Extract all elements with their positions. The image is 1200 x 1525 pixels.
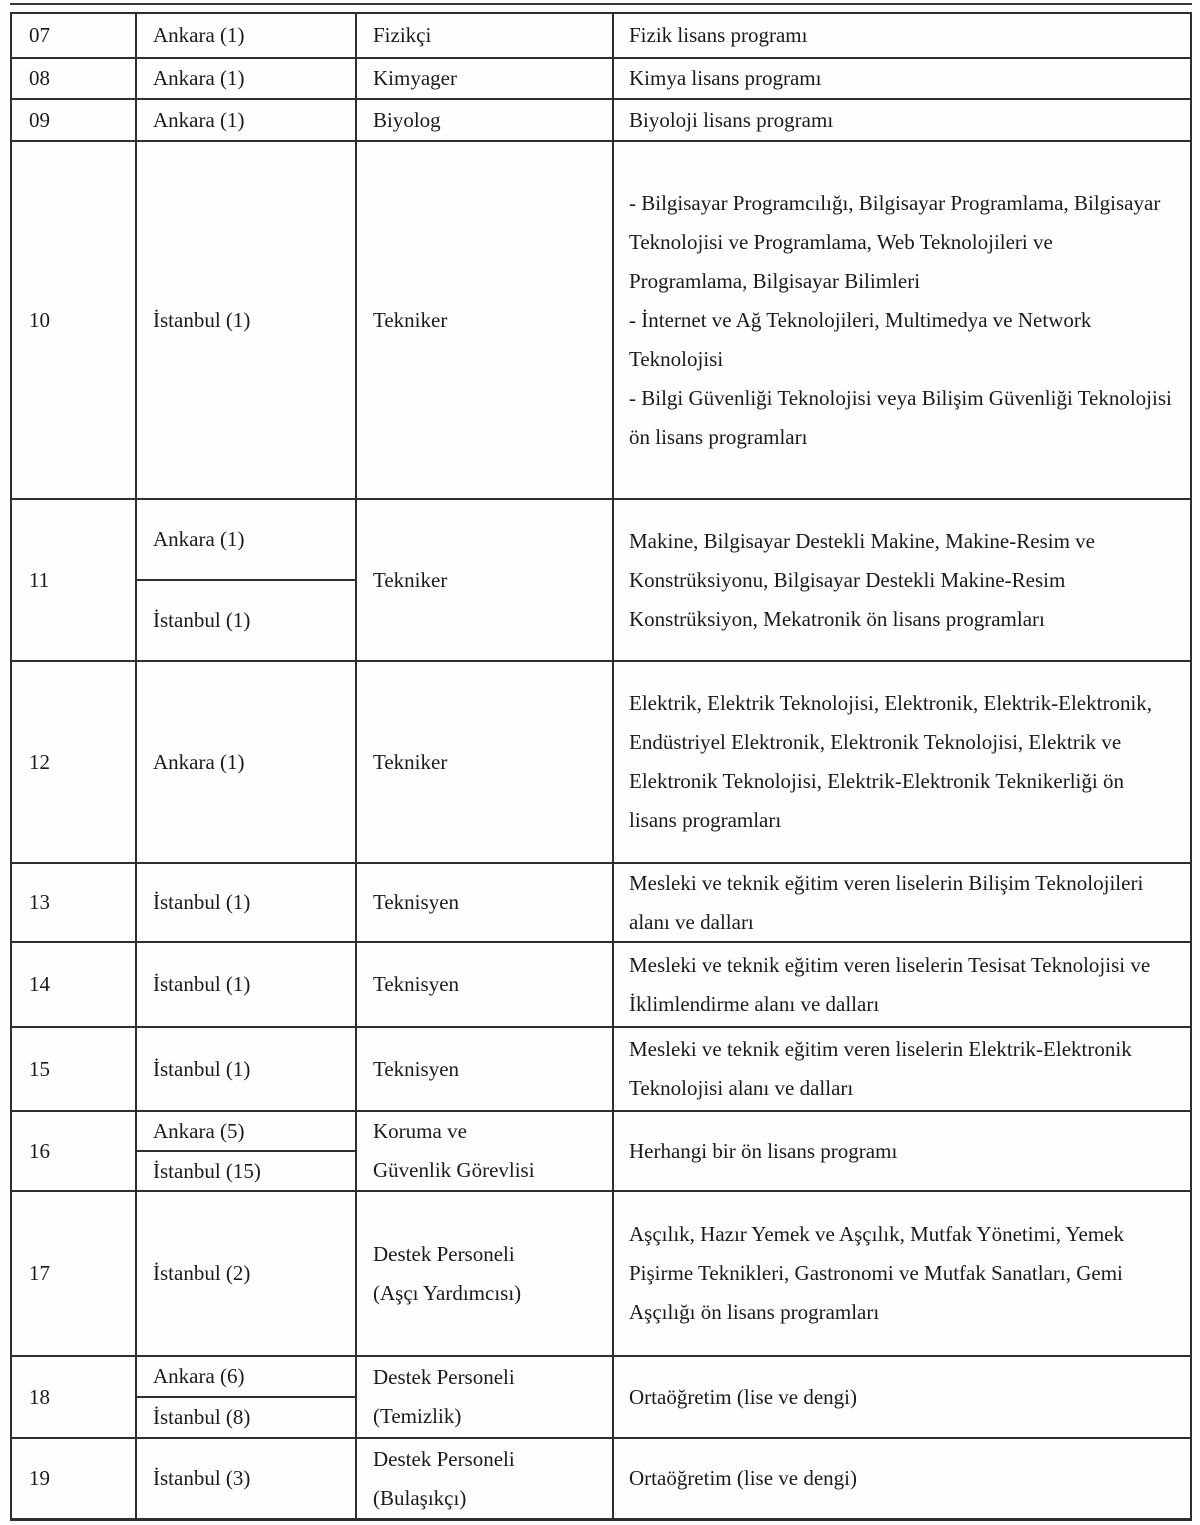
row-number-cell — [12, 100, 137, 140]
city-quota-subcell — [137, 1192, 355, 1355]
position-title-cell — [357, 1357, 614, 1437]
education-requirement-text: Ortaöğretim (lise ve dengi) — [629, 1466, 858, 1490]
table-row — [12, 943, 1190, 1028]
row-number: 18 — [29, 1384, 50, 1409]
row-number: 17 — [29, 1261, 50, 1285]
education-requirement-text: Ortaöğretim (lise ve dengi) — [629, 1384, 858, 1409]
position-title-cell — [357, 1112, 614, 1190]
education-requirement-cell — [614, 1439, 1190, 1518]
education-requirement-cell — [614, 100, 1190, 140]
education-requirement-text: Biyoloji lisans programı — [629, 107, 834, 132]
row-number-cell — [12, 1439, 137, 1518]
city-quota-cell — [137, 1357, 357, 1437]
city-quota-subcell — [137, 1439, 355, 1518]
city-quota-cell — [137, 1439, 357, 1518]
table-row — [12, 1028, 1190, 1112]
education-requirement-text: Mesleki ve teknik eğitim veren liselerin Bilişim Teknolojileri alanı ve dalları — [629, 870, 1144, 934]
table-row — [12, 1112, 1190, 1192]
position-title-cell — [357, 100, 614, 140]
city-quota: Ankara (1) — [153, 107, 245, 132]
city-quota: İstanbul (15) — [153, 1158, 261, 1183]
row-number: 16 — [29, 1138, 50, 1163]
city-quota-subcell — [137, 1357, 355, 1398]
city-quota-cell — [137, 1112, 357, 1190]
city-quota: İstanbul (1) — [153, 307, 251, 332]
position-title-cell — [357, 1192, 614, 1355]
education-requirement-cell — [614, 662, 1190, 862]
position-title-cell — [357, 943, 614, 1026]
city-quota-subcell — [137, 100, 355, 140]
city-quota-subcell — [137, 59, 355, 98]
row-number-cell — [12, 500, 137, 660]
position-title-line: Koruma ve — [373, 1119, 467, 1143]
row-number-cell — [12, 142, 137, 498]
education-requirement-cell — [614, 142, 1190, 498]
row-number-cell — [12, 943, 137, 1026]
city-quota: İstanbul (1) — [153, 972, 251, 996]
education-requirement-text: Fizik lisans programı — [629, 23, 808, 47]
education-requirement-text: Aşçılık, Hazır Yemek ve Aşçılık, Mutfak Yönetimi, Yemek Pişirme Teknikleri, Gastronomi ve Mutfak Sanatları, Gemi Aşçılığı ön lisans programları — [629, 1222, 1125, 1324]
row-number: 11 — [29, 567, 50, 592]
table-row — [12, 14, 1190, 59]
city-quota-cell — [137, 59, 357, 98]
education-requirement-cell — [614, 1112, 1190, 1190]
previous-row-cut-edge — [10, 3, 1192, 5]
city-quota-cell — [137, 864, 357, 941]
city-quota: Ankara (5) — [153, 1118, 245, 1143]
city-quota-cell — [137, 14, 357, 57]
table-row — [12, 1357, 1190, 1439]
city-quota-subcell — [137, 1398, 355, 1437]
education-requirement-cell — [614, 1357, 1190, 1437]
city-quota: İstanbul (1) — [153, 608, 251, 632]
position-title-line: (Bulaşıkçı) — [373, 1485, 467, 1510]
row-number: 13 — [29, 890, 50, 914]
city-quota: İstanbul (1) — [153, 890, 251, 914]
position-title-line: Destek Personeli — [373, 1365, 515, 1389]
position-title-line: Destek Personeli — [373, 1446, 515, 1471]
position-title-cell — [357, 14, 614, 57]
city-quota-subcell — [137, 14, 355, 57]
position-title-cell — [357, 1439, 614, 1518]
city-quota-subcell — [137, 500, 355, 581]
education-requirement-text: Elektrik, Elektrik Teknolojisi, Elektronik, Elektrik-Elektronik, Endüstriyel Elektronik, Elektronik Teknolojisi, Elektrik ve Elektronik Teknolojisi, Elektrik-Elektronik Teknikerliği ön lisans programları — [629, 691, 1153, 832]
education-requirement-cell — [614, 1028, 1190, 1110]
row-number-cell — [12, 662, 137, 862]
education-requirement-cell — [614, 864, 1190, 941]
table-row — [12, 662, 1190, 864]
position-title-cell — [357, 1028, 614, 1110]
position-title-cell — [357, 864, 614, 941]
education-requirement-text: - İnternet ve Ağ Teknolojileri, Multimedya ve Network Teknolojisi — [629, 307, 1092, 371]
table-row — [12, 100, 1190, 142]
education-requirement-cell — [614, 1192, 1190, 1355]
city-quota: Ankara (1) — [153, 527, 245, 551]
city-quota-cell — [137, 500, 357, 660]
row-number: 07 — [29, 23, 50, 47]
position-title-line: Teknisyen — [373, 890, 460, 914]
city-quota-subcell — [137, 943, 355, 1026]
position-title-line: Kimyager — [373, 66, 457, 90]
row-number: 10 — [29, 307, 50, 332]
city-quota-subcell — [137, 1152, 355, 1190]
city-quota-subcell — [137, 662, 355, 862]
row-number-cell — [12, 1357, 137, 1437]
position-title-line: (Temizlik) — [373, 1404, 462, 1428]
position-title-cell — [357, 142, 614, 498]
city-quota-subcell — [137, 1112, 355, 1152]
table-row — [12, 864, 1190, 943]
city-quota-cell — [137, 1028, 357, 1110]
position-title-line: Tekniker — [373, 307, 448, 332]
row-number: 15 — [29, 1056, 50, 1081]
city-quota-subcell — [137, 864, 355, 941]
table-row — [12, 500, 1190, 662]
table-row — [12, 1439, 1190, 1518]
city-quota: İstanbul (2) — [153, 1261, 251, 1285]
city-quota-subcell — [137, 1028, 355, 1110]
education-requirement-text: Mesleki ve teknik eğitim veren liselerin Tesisat Teknolojisi ve İklimlendirme alanı ve dalları — [629, 952, 1151, 1016]
position-title-cell — [357, 662, 614, 862]
education-requirement-cell — [614, 59, 1190, 98]
city-quota: Ankara (1) — [153, 749, 245, 774]
city-quota: Ankara (6) — [153, 1364, 245, 1388]
position-title-cell — [357, 59, 614, 98]
table-row — [12, 59, 1190, 100]
position-title-line: Fizikçi — [373, 23, 432, 47]
city-quota: İstanbul (8) — [153, 1405, 251, 1429]
city-quota: Ankara (1) — [153, 66, 245, 90]
table-row — [12, 142, 1190, 500]
city-quota: Ankara (1) — [153, 23, 245, 47]
row-number-cell — [12, 59, 137, 98]
row-number: 19 — [29, 1466, 50, 1490]
city-quota-subcell — [137, 142, 355, 498]
position-title-line: Teknisyen — [373, 972, 460, 996]
row-number-cell — [12, 1192, 137, 1355]
education-requirement-text: - Bilgisayar Programcılığı, Bilgisayar Programlama, Bilgisayar Teknolojisi ve Programlama, Web Teknolojileri ve Programlama, Bilgisayar Bilimleri — [629, 190, 1161, 293]
education-requirement-cell — [614, 943, 1190, 1026]
row-number-cell — [12, 1028, 137, 1110]
city-quota-cell — [137, 142, 357, 498]
position-title-line: Tekniker — [373, 567, 448, 592]
city-quota-subcell — [137, 581, 355, 660]
position-title-line: Destek Personeli — [373, 1241, 515, 1266]
city-quota: İstanbul (1) — [153, 1056, 251, 1081]
education-requirement-text: Kimya lisans programı — [629, 66, 822, 90]
row-number: 08 — [29, 66, 50, 90]
position-title-line: Güvenlik Görevlisi — [373, 1158, 535, 1182]
row-number: 09 — [29, 107, 50, 132]
position-title-line: Biyolog — [373, 107, 441, 132]
city-quota-cell — [137, 662, 357, 862]
row-number-cell — [12, 864, 137, 941]
education-requirement-text: Herhangi bir ön lisans programı — [629, 1138, 898, 1163]
education-requirement-text: - Bilgi Güvenliği Teknolojisi veya Bilişim Güvenliği Teknolojisi ön lisans programları — [629, 385, 1172, 449]
row-number: 14 — [29, 972, 50, 996]
position-title-line: Teknisyen — [373, 1056, 460, 1081]
row-number: 12 — [29, 749, 50, 774]
table-row — [12, 1192, 1190, 1357]
city-quota-cell — [137, 1192, 357, 1355]
city-quota-cell — [137, 943, 357, 1026]
education-requirement-text: Makine, Bilgisayar Destekli Makine, Makine-Resim ve Konstrüksiyonu, Bilgisayar Destekli Makine-Resim Konstrüksiyon, Mekatronik ön lisans programları — [629, 528, 1095, 631]
city-quota-cell — [137, 100, 357, 140]
row-number-cell — [12, 14, 137, 57]
education-requirement-cell — [614, 500, 1190, 660]
city-quota: İstanbul (3) — [153, 1466, 251, 1490]
education-requirement-cell — [614, 14, 1190, 57]
position-title-line: Tekniker — [373, 749, 448, 774]
row-number-cell — [12, 1112, 137, 1190]
positions-table — [10, 12, 1192, 1521]
position-title-cell — [357, 500, 614, 660]
education-requirement-text: Mesleki ve teknik eğitim veren liselerin Elektrik-Elektronik Teknolojisi alanı ve dalları — [629, 1037, 1132, 1100]
position-title-line: (Aşçı Yardımcısı) — [373, 1280, 522, 1305]
